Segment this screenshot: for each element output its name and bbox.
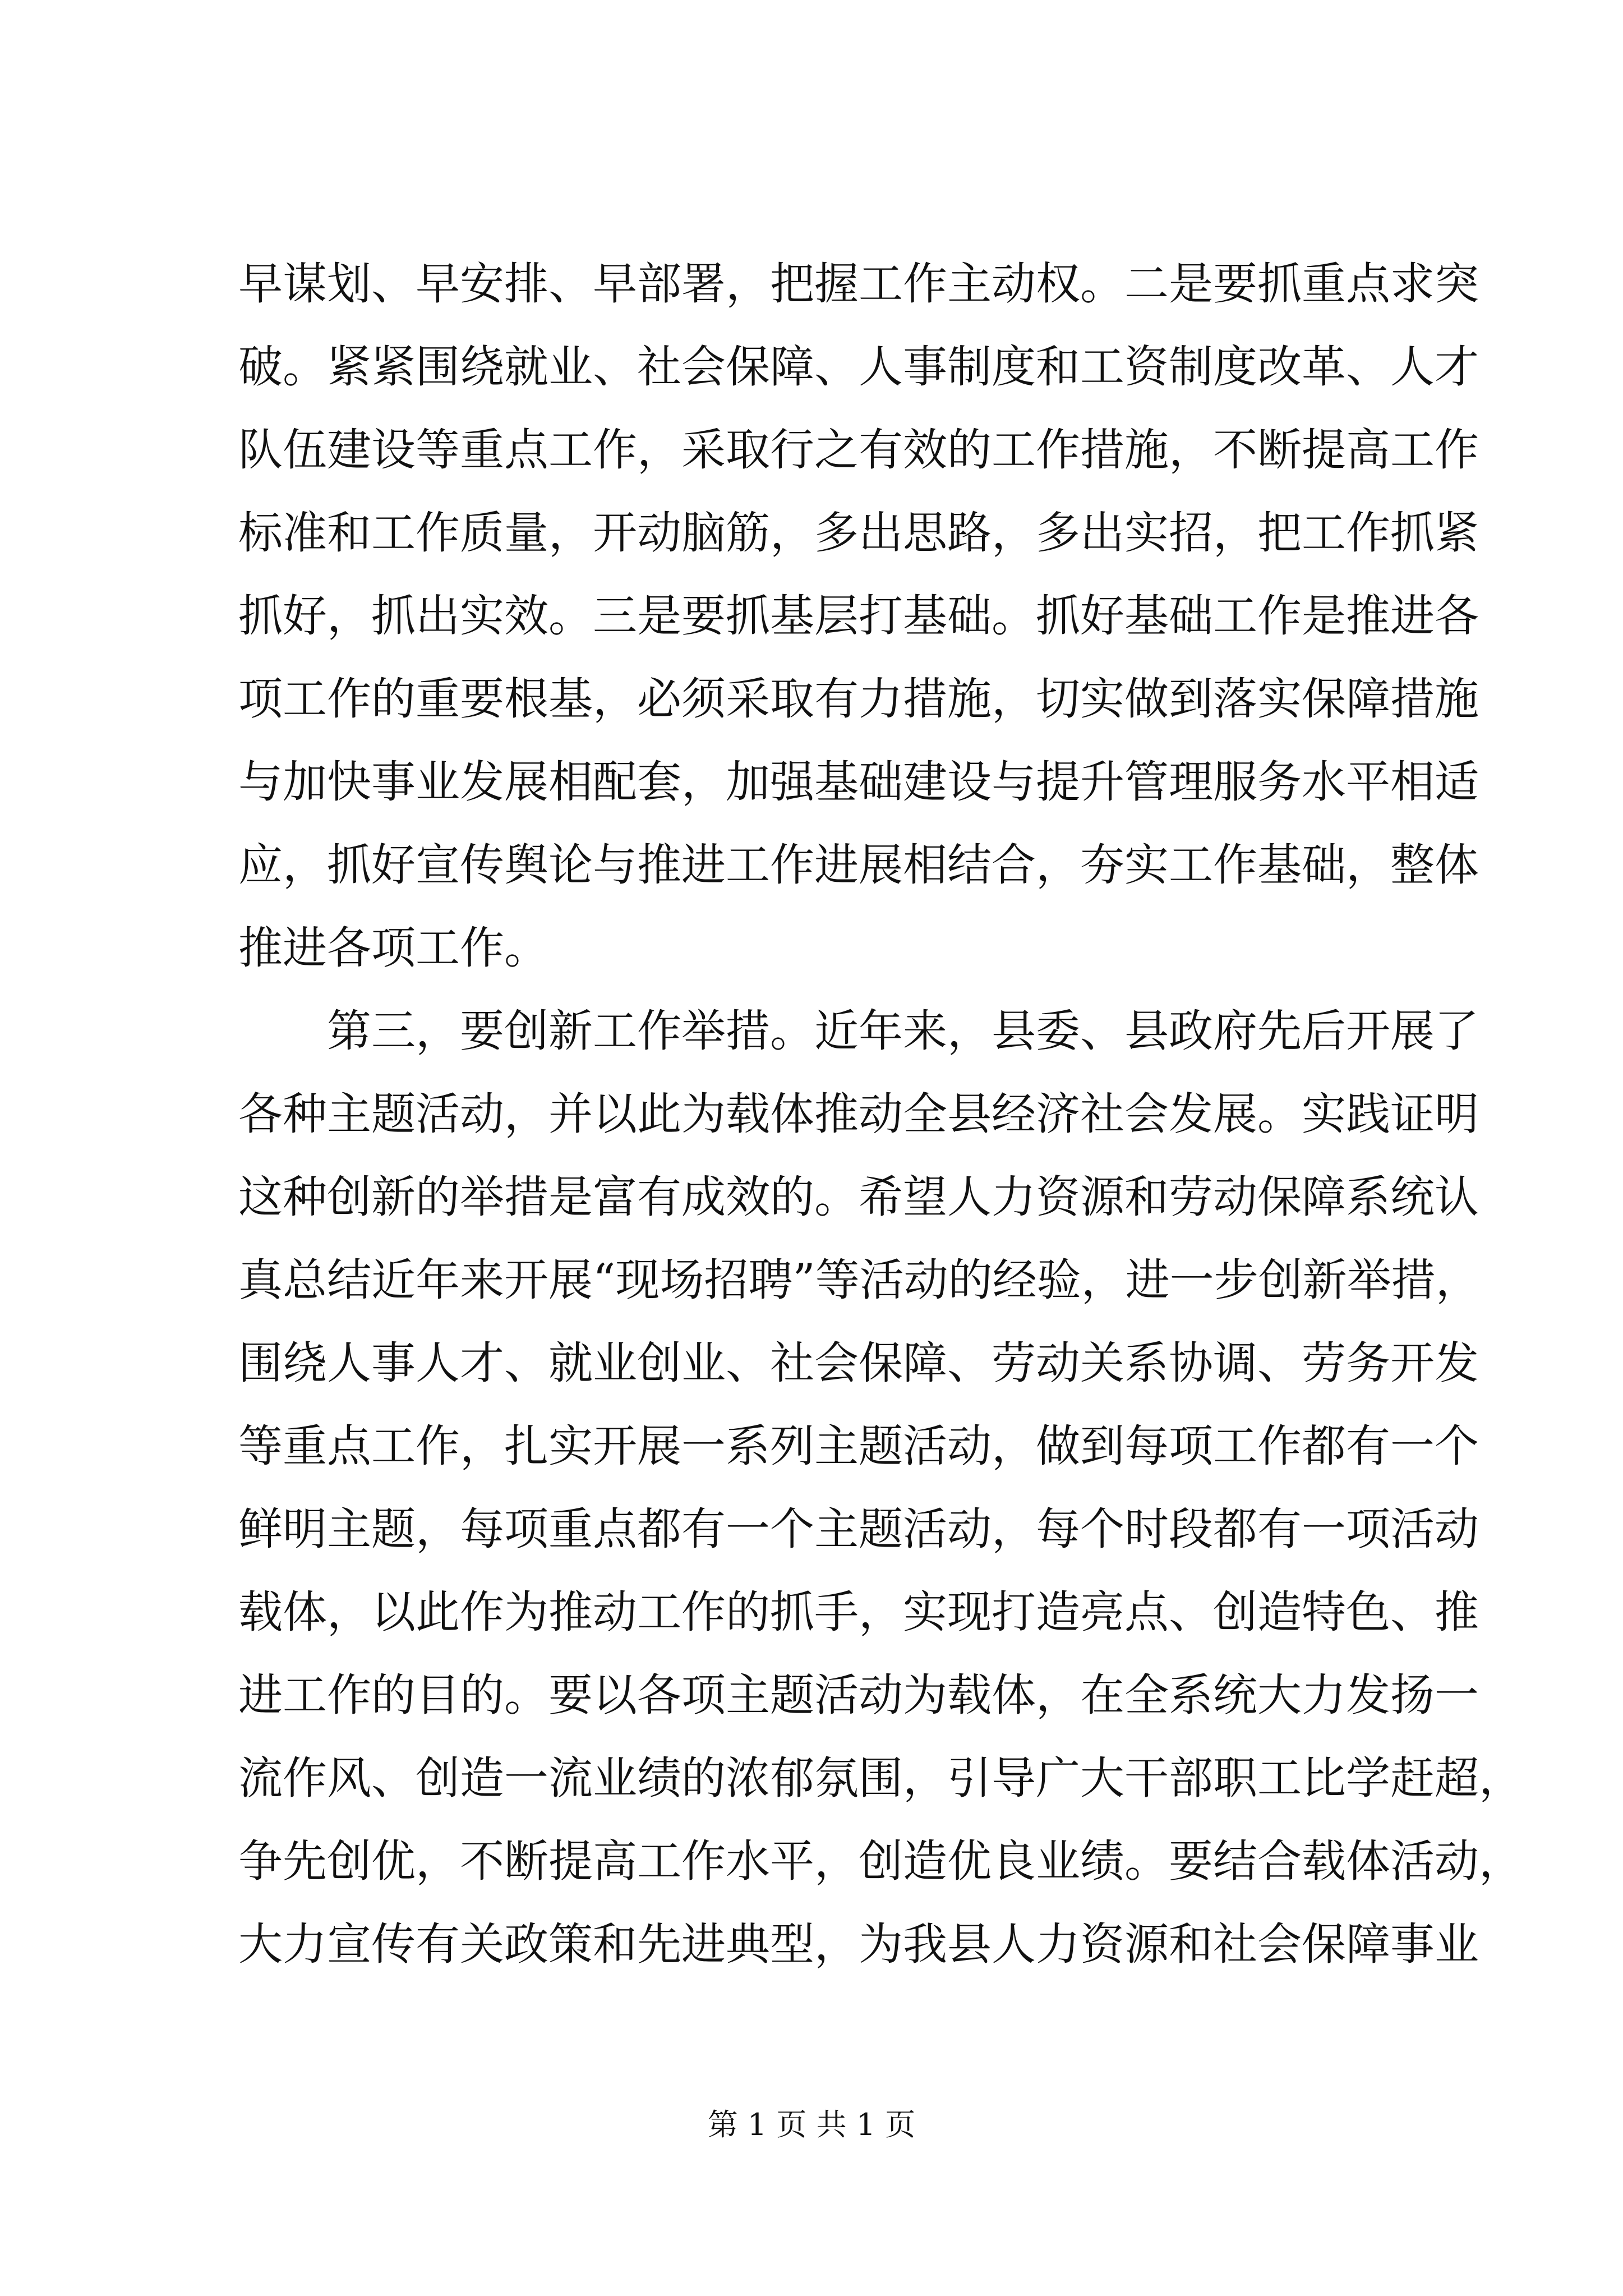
text-line: 这种创新的举措是富有成效的。希望人力资源和劳动保障系统认 xyxy=(238,1171,1479,1223)
text-line: 真总结近年来开展“现场招聘”等活动的经验，进一步创新举措， xyxy=(238,1254,1480,1306)
text-line: 抓好，抓出实效。三是要抓基层打基础。抓好基础工作是推进各 xyxy=(238,590,1479,642)
paragraph-end-line: 推进各项工作。 xyxy=(238,922,548,974)
text-line: 载体，以此作为推动工作的抓手，实现打造亮点、创造特色、推 xyxy=(238,1586,1479,1638)
text-line: 项工作的重要根基，必须采取有力措施，切实做到落实保障措施 xyxy=(238,673,1479,725)
text-line: 争先创优，不断提高工作水平，创造优良业绩。要结合载体活动， xyxy=(238,1835,1523,1887)
text-line: 进工作的目的。要以各项主题活动为载体，在全系统大力发扬一 xyxy=(238,1669,1479,1721)
text-line: 大力宣传有关政策和先进典型，为我县人力资源和社会保障事业 xyxy=(238,1918,1479,1970)
text-line: 第三，要创新工作举措。近年来，县委、县政府先后开展了 xyxy=(238,1005,1479,1057)
text-line: 早谋划、早安排、早部署，把握工作主动权。二是要抓重点求突 xyxy=(238,258,1479,310)
text-line: 各种主题活动，并以此为载体推动全县经济社会发展。实践证明 xyxy=(238,1088,1479,1140)
text-line: 围绕人事人才、就业创业、社会保障、劳动关系协调、劳务开发 xyxy=(238,1337,1479,1389)
body-text xyxy=(238,242,1523,1986)
text-line: 破。紧紧围绕就业、社会保障、人事制度和工资制度改革、人才 xyxy=(238,341,1479,393)
text-line: 流作风、创造一流业绩的浓郁氛围，引导广大干部职工比学赶超， xyxy=(238,1752,1523,1804)
page-footer: 第 1 页 共 1 页 xyxy=(707,2107,916,2142)
text-line: 与加快事业发展相配套，加强基础建设与提升管理服务水平相适 xyxy=(238,756,1479,808)
text-line: 应，抓好宣传舆论与推进工作进展相结合，夯实工作基础，整体 xyxy=(238,839,1479,891)
text-line: 标准和工作质量，开动脑筋，多出思路，多出实招，把工作抓紧 xyxy=(238,507,1479,559)
text-line: 鲜明主题，每项重点都有一个主题活动，每个时段都有一项活动 xyxy=(238,1503,1479,1555)
text-line: 等重点工作，扎实开展一系列主题活动，做到每项工作都有一个 xyxy=(238,1420,1479,1472)
text-line: 队伍建设等重点工作，采取行之有效的工作措施，不断提高工作 xyxy=(238,424,1479,476)
